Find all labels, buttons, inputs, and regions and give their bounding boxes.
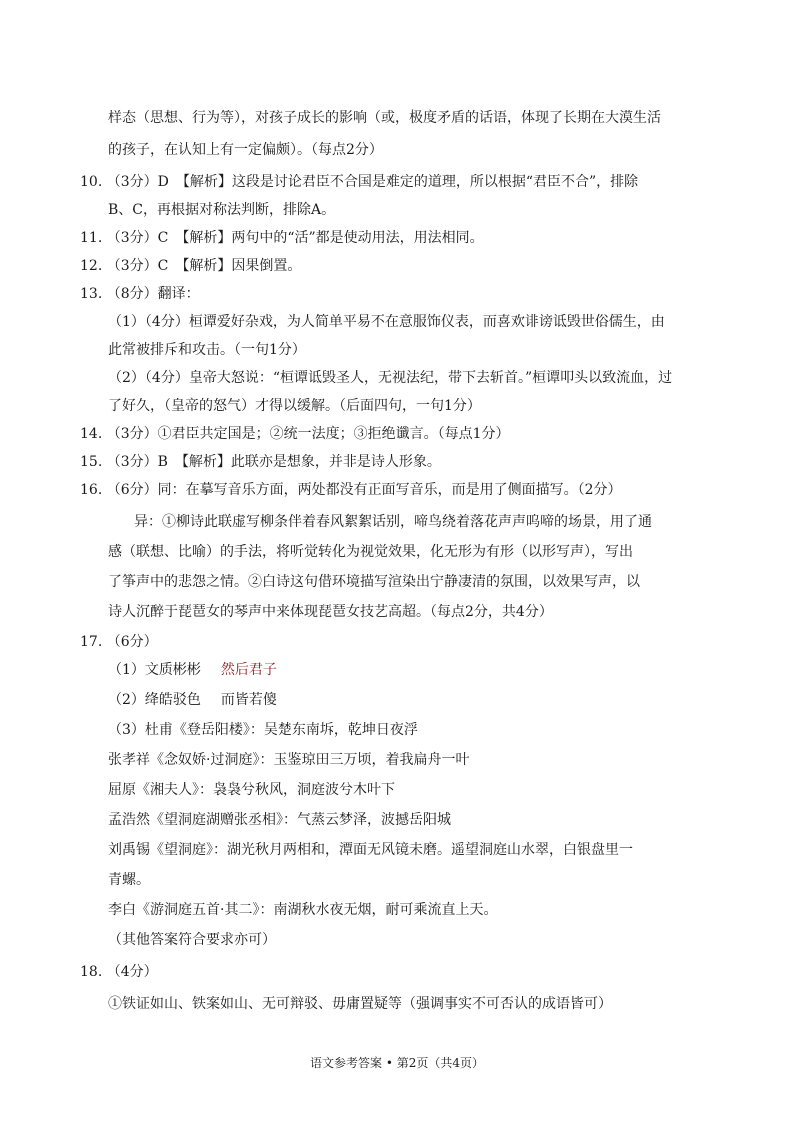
text-line: 的孩子，在认知上有一定偏颇）。（每点2分）: [108, 142, 383, 158]
page-footer: 语文参考答案 • 第2页（共4页）: [310, 1056, 484, 1070]
answer-17-2-part-a: （2）绛皓驳色: [108, 692, 201, 708]
answer-17-3-zhang: 张孝祥《念奴娇·过洞庭》：玉鉴琼田三万顷，着我扁舟一叶: [108, 752, 470, 768]
answer-12: 12. （3分）C 【解析】因果倒置。: [80, 258, 302, 274]
answer-17-3-liu-line-1: 刘禹锡《望洞庭》：湖光秋月两相和，潭面无风镜未磨。遥望洞庭山水翠，白银盘里一: [108, 842, 633, 858]
answer-13-2-line-1: （2）（4分）皇帝大怒说：“桓谭诋毁圣人，无视法纪，带下去斩首。”桓谭叩头以致流血，过: [108, 370, 673, 386]
answer-13-1-line-1: （1）（4分）桓谭爱好杂戏，为人简单平易不在意服饰仪表，而喜欢诽谤诋毁世俗儒生，由: [108, 314, 665, 330]
answer-13-2-line-2: 了好久，（皇帝的怒气）才得以缓解。（后面四句，一句1分）: [108, 398, 481, 414]
answer-15: 15. （3分）B 【解析】此联亦是想象，并非是诗人形象。: [80, 454, 441, 470]
answer-16-diff-line-1: 异：①柳诗此联虚写柳条伴着春风絮絮话别，啼鸟绕着落花声声呜啼的场景，用了通: [134, 514, 652, 530]
answer-17-3: （3）杜甫《登岳阳楼》：吴楚东南坼，乾坤日夜浮: [108, 722, 418, 738]
answer-17-3-qu: 屈原《湘夫人》：袅袅兮秋风，洞庭波兮木叶下: [108, 782, 395, 798]
answer-16-same: 16. （6分）同：在摹写音乐方面，两处都没有正面写音乐，而是用了侧面描写。（2分）: [80, 482, 622, 498]
text-line: 样态（思想、行为等），对孩子成长的影响（或，极度矛盾的话语，体现了长期在大漠生活: [108, 110, 661, 126]
answer-13-title: 13. （8分）翻译：: [80, 286, 200, 302]
answer-17-1: [108, 660, 277, 680]
answer-10-line-1: 10. （3分）D 【解析】这段是讨论君臣不合国是难定的道理，所以根据“君臣不合”，排除: [80, 174, 639, 190]
answer-17-1-part-b: 然后君子: [220, 662, 277, 678]
answer-17-title: 17. （6分）: [80, 634, 158, 650]
answer-17-3-meng: 孟浩然《望洞庭湖赠张丞相》：气蒸云梦泽，波撼岳阳城: [108, 812, 451, 828]
answer-16-diff-line-2: 感（联想、比喻）的手法，将听觉转化为视觉效果，化无形为有形（以形写声），写出: [108, 544, 633, 560]
answer-10-line-2: B、C，再根据对称法判断，排除A。: [108, 202, 336, 218]
answer-11: 11. （3分）C 【解析】两句中的“活”都是使动用法，用法相同。: [80, 230, 484, 246]
answer-17-1-part-a: （1）文质彬彬: [108, 662, 201, 678]
answer-16-diff-line-3: 了筝声中的悲怨之情。②白诗这句借环境描写渲染出宁静凄清的氛围，以效果写声，以: [108, 574, 640, 590]
answer-18-1: ①铁证如山、铁案如山、无可辩驳、毋庸置疑等（强调事实不可否认的成语皆可）: [108, 996, 612, 1012]
answer-17-2: [108, 690, 277, 710]
answer-14: 14. （3分）①君臣共定国是；②统一法度；③拒绝谶言。（每点1分）: [80, 426, 510, 442]
answer-18-title: 18. （4分）: [80, 964, 158, 980]
answer-17-2-part-b: 而皆若傻: [220, 692, 277, 708]
answer-13-1-line-2: 此常被排斥和攻击。（一句1分）: [108, 342, 306, 358]
answer-17-3-li: 李白《游洞庭五首·其二》：南湖秋水夜无烟，耐可乘流直上天。: [108, 902, 498, 918]
answer-17-3-liu-line-2: 青螺。: [108, 872, 150, 888]
answer-17-note: （其他答案符合要求亦可）: [108, 932, 276, 948]
answer-16-diff-line-4: 诗人沉醉于琵琶女的琴声中来体现琵琶女技艺高超。（每点2分，共4分）: [108, 604, 553, 620]
